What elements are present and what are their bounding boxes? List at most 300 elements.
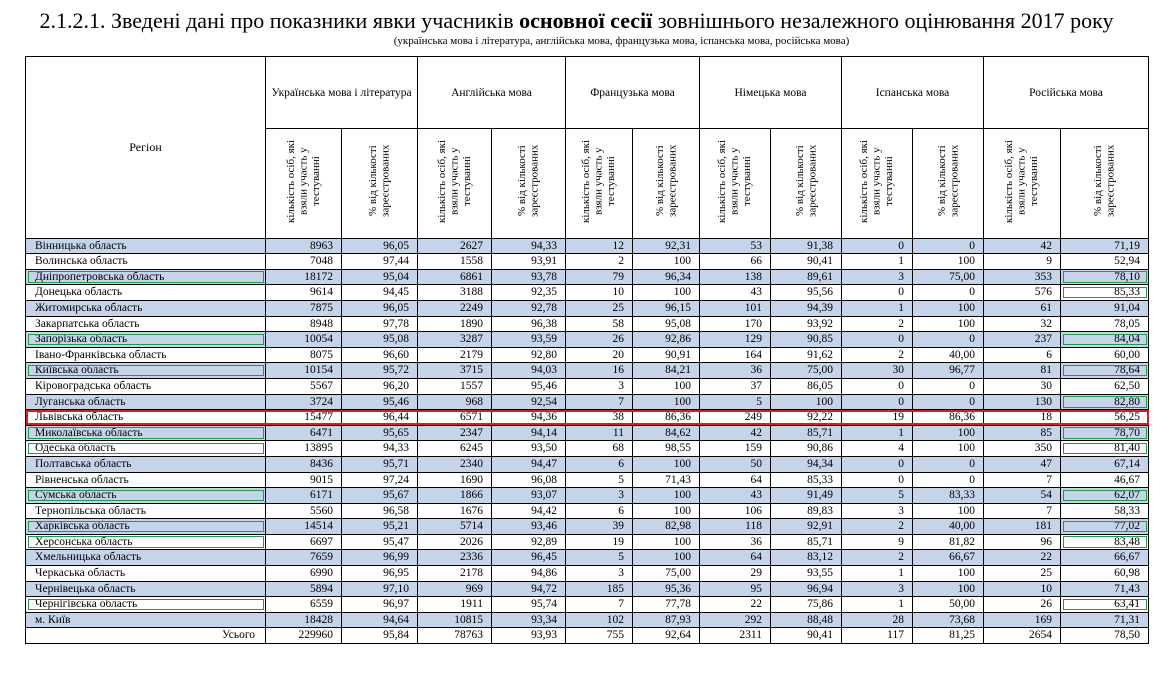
- percent-cell: 100: [633, 534, 700, 550]
- column-header-label: % від кількості зареєстрованих: [935, 144, 960, 218]
- participants-count-cell: 95: [700, 581, 771, 597]
- table-row: [26, 612, 1149, 628]
- region-name: Херсонська область: [26, 534, 266, 550]
- participants-count-cell: 169: [984, 612, 1061, 628]
- participants-count-cell: 36: [700, 363, 771, 379]
- percent-cell: 81,82: [913, 534, 984, 550]
- participants-count-cell: 6559: [266, 597, 342, 613]
- percent-cell: 96,05: [342, 300, 418, 316]
- participants-count-cell: 1676: [418, 503, 492, 519]
- percent-cell: 92,78: [492, 300, 566, 316]
- participants-count-cell: 13895: [266, 441, 342, 457]
- region-name: Луганська область: [26, 394, 266, 410]
- participants-count-cell: 8436: [266, 456, 342, 472]
- percent-cell: 95,56: [771, 285, 842, 301]
- percent-cell: 78,70: [1061, 425, 1149, 441]
- percent-cell: 89,61: [771, 269, 842, 285]
- participants-count-cell: 29: [700, 566, 771, 582]
- participants-count-cell: 2179: [418, 347, 492, 363]
- table-row: [26, 550, 1149, 566]
- participants-count-cell: 25: [984, 566, 1061, 582]
- percent-cell: 93,59: [492, 332, 566, 348]
- table-row: [26, 378, 1149, 394]
- participants-count-cell: 5560: [266, 503, 342, 519]
- participants-count-cell: 1557: [418, 378, 492, 394]
- percent-cell: 95,21: [342, 519, 418, 535]
- participants-count-cell: 7: [566, 597, 633, 613]
- percent-cell: 93,92: [771, 316, 842, 332]
- percent-cell: 97,24: [342, 472, 418, 488]
- percent-registered-header: [492, 129, 566, 239]
- participants-count-cell: 170: [700, 316, 771, 332]
- participants-count-cell: 7: [984, 472, 1061, 488]
- participants-count-cell: 3: [842, 503, 913, 519]
- participants-count-cell: 6: [566, 456, 633, 472]
- column-header-label: кількість осіб, які взяли участь у тестуванні: [435, 139, 473, 223]
- participants-count-cell: 7: [984, 503, 1061, 519]
- participants-count-cell: 50: [700, 456, 771, 472]
- participants-count-cell: 5894: [266, 581, 342, 597]
- table-row: [26, 254, 1149, 270]
- total-count-cell: 78763: [418, 628, 492, 644]
- percent-cell: 87,93: [633, 612, 700, 628]
- participants-count-cell: 2340: [418, 456, 492, 472]
- total-percent-cell: 78,50: [1061, 628, 1149, 644]
- percent-cell: 91,62: [771, 347, 842, 363]
- percent-registered-header: [633, 129, 700, 239]
- participants-count-header: [566, 129, 633, 239]
- percent-cell: 90,91: [633, 347, 700, 363]
- percent-cell: 0: [913, 285, 984, 301]
- participants-count-cell: 8963: [266, 238, 342, 254]
- region-name: Запорізька область: [26, 332, 266, 348]
- participants-count-cell: 2: [842, 519, 913, 535]
- participants-count-cell: 68: [566, 441, 633, 457]
- participants-count-cell: 5: [700, 394, 771, 410]
- participants-count-cell: 3: [566, 488, 633, 504]
- participants-count-cell: 79: [566, 269, 633, 285]
- total-percent-cell: 92,64: [633, 628, 700, 644]
- total-count-cell: 2654: [984, 628, 1061, 644]
- participants-count-cell: 64: [700, 472, 771, 488]
- percent-cell: 94,47: [492, 456, 566, 472]
- percent-cell: 75,86: [771, 597, 842, 613]
- participants-count-cell: 237: [984, 332, 1061, 348]
- participants-count-cell: 1: [842, 300, 913, 316]
- percent-cell: 95,71: [342, 456, 418, 472]
- participants-count-cell: 0: [842, 472, 913, 488]
- percent-cell: 40,00: [913, 347, 984, 363]
- percent-cell: 50,00: [913, 597, 984, 613]
- table-row: [26, 425, 1149, 441]
- participants-count-cell: 14514: [266, 519, 342, 535]
- participants-count-cell: 8075: [266, 347, 342, 363]
- title-bold: основної сесії: [519, 8, 653, 33]
- participants-count-cell: 3188: [418, 285, 492, 301]
- participants-count-header: [418, 129, 492, 239]
- page-title: [0, 9, 1153, 33]
- participants-count-cell: 37: [700, 378, 771, 394]
- percent-cell: 94,86: [492, 566, 566, 582]
- region-header: Регіон: [26, 57, 266, 239]
- percent-cell: 94,33: [342, 441, 418, 457]
- participants-count-cell: 3: [566, 378, 633, 394]
- participants-count-cell: 969: [418, 581, 492, 597]
- region-name: Дніпропетровська область: [26, 269, 266, 285]
- region-name: Хмельницька область: [26, 550, 266, 566]
- total-percent-cell: 95,84: [342, 628, 418, 644]
- participants-count-cell: 30: [984, 378, 1061, 394]
- percent-cell: 84,04: [1061, 332, 1149, 348]
- region-name: м. Київ: [26, 612, 266, 628]
- subject-header: Іспанська мова: [842, 57, 984, 129]
- percent-cell: 40,00: [913, 519, 984, 535]
- percent-cell: 100: [913, 503, 984, 519]
- percent-cell: 75,00: [913, 269, 984, 285]
- percent-cell: 94,39: [771, 300, 842, 316]
- participants-count-cell: 2026: [418, 534, 492, 550]
- table-row: [26, 269, 1149, 285]
- percent-cell: 71,31: [1061, 612, 1149, 628]
- title-prefix: 2.1.2.1. Зведені дані про показники явки учасників: [39, 8, 520, 33]
- percent-cell: 62,07: [1061, 488, 1149, 504]
- region-name: Чернігівська область: [26, 597, 266, 613]
- participants-count-cell: 5567: [266, 378, 342, 394]
- percent-cell: 86,05: [771, 378, 842, 394]
- participants-count-cell: 32: [984, 316, 1061, 332]
- participants-count-cell: 10: [566, 285, 633, 301]
- participants-count-header: [842, 129, 913, 239]
- participants-count-cell: 8948: [266, 316, 342, 332]
- participants-count-cell: 18172: [266, 269, 342, 285]
- participants-count-cell: 1890: [418, 316, 492, 332]
- participants-count-cell: 7: [566, 394, 633, 410]
- participants-count-cell: 1690: [418, 472, 492, 488]
- participants-count-cell: 0: [842, 332, 913, 348]
- column-header-label: кількість осіб, які взяли участь у тестуванні: [284, 139, 322, 223]
- participants-count-header: [984, 129, 1061, 239]
- participants-count-header: [700, 129, 771, 239]
- percent-cell: 92,91: [771, 519, 842, 535]
- region-name: Кіровоградська область: [26, 378, 266, 394]
- participants-count-cell: 36: [700, 534, 771, 550]
- participants-count-cell: 61: [984, 300, 1061, 316]
- subject-header: Російська мова: [984, 57, 1149, 129]
- table-row: [26, 456, 1149, 472]
- percent-cell: 97,10: [342, 581, 418, 597]
- participants-count-cell: 101: [700, 300, 771, 316]
- percent-cell: 96,34: [633, 269, 700, 285]
- participants-count-cell: 64: [700, 550, 771, 566]
- column-header-label: кількість осіб, які взяли участь у тестуванні: [1003, 139, 1041, 223]
- table-row: [26, 503, 1149, 519]
- participants-count-cell: 53: [700, 238, 771, 254]
- percent-cell: 93,07: [492, 488, 566, 504]
- table-row: [26, 347, 1149, 363]
- participants-count-cell: 38: [566, 410, 633, 426]
- participants-count-cell: 1: [842, 597, 913, 613]
- participants-count-cell: 2: [566, 254, 633, 270]
- participants-count-cell: 106: [700, 503, 771, 519]
- participants-count-cell: 20: [566, 347, 633, 363]
- page-subtitle: (українська мова і література, англійська мова, французька мова, іспанська мова, російська мова): [393, 35, 850, 47]
- participants-count-cell: 26: [984, 597, 1061, 613]
- percent-cell: 83,33: [913, 488, 984, 504]
- participants-count-cell: 11: [566, 425, 633, 441]
- participants-count-cell: 968: [418, 394, 492, 410]
- percent-registered-header: [342, 129, 418, 239]
- percent-cell: 92,35: [492, 285, 566, 301]
- percent-cell: 0: [913, 332, 984, 348]
- percent-cell: 96,05: [342, 238, 418, 254]
- participants-count-cell: 26: [566, 332, 633, 348]
- percent-cell: 71,19: [1061, 238, 1149, 254]
- participants-count-cell: 6: [566, 503, 633, 519]
- subject-header: Французька мова: [566, 57, 700, 129]
- percent-cell: 95,46: [492, 378, 566, 394]
- percent-cell: 0: [913, 238, 984, 254]
- percent-cell: 94,42: [492, 503, 566, 519]
- participants-count-cell: 3287: [418, 332, 492, 348]
- percent-registered-header: [913, 129, 984, 239]
- percent-cell: 90,86: [771, 441, 842, 457]
- total-label: Усього: [26, 628, 266, 644]
- participants-count-cell: 2: [842, 316, 913, 332]
- participants-count-cell: 5: [566, 550, 633, 566]
- region-name: Закарпатська область: [26, 316, 266, 332]
- participants-count-cell: 0: [842, 378, 913, 394]
- percent-cell: 92,89: [492, 534, 566, 550]
- percent-cell: 82,98: [633, 519, 700, 535]
- percent-cell: 83,48: [1061, 534, 1149, 550]
- percent-cell: 85,33: [771, 472, 842, 488]
- participants-count-cell: 0: [842, 394, 913, 410]
- percent-cell: 60,98: [1061, 566, 1149, 582]
- participants-count-cell: 58: [566, 316, 633, 332]
- total-percent-cell: 90,41: [771, 628, 842, 644]
- participants-count-cell: 6861: [418, 269, 492, 285]
- percent-cell: 96,95: [342, 566, 418, 582]
- percent-cell: 91,04: [1061, 300, 1149, 316]
- total-percent-cell: 93,93: [492, 628, 566, 644]
- participants-count-cell: 22: [700, 597, 771, 613]
- participants-count-cell: 10054: [266, 332, 342, 348]
- participants-count-cell: 30: [842, 363, 913, 379]
- percent-cell: 0: [913, 378, 984, 394]
- percent-cell: 100: [633, 456, 700, 472]
- participants-count-cell: 1558: [418, 254, 492, 270]
- participants-count-cell: 18: [984, 410, 1061, 426]
- percent-cell: 96,94: [771, 581, 842, 597]
- percent-cell: 92,54: [492, 394, 566, 410]
- percent-cell: 63,41: [1061, 597, 1149, 613]
- percent-cell: 93,78: [492, 269, 566, 285]
- percent-cell: 95,36: [633, 581, 700, 597]
- participants-count-cell: 10154: [266, 363, 342, 379]
- participants-count-cell: 2627: [418, 238, 492, 254]
- total-row: [26, 628, 1149, 644]
- table-row: [26, 488, 1149, 504]
- participants-count-cell: 292: [700, 612, 771, 628]
- percent-cell: 96,15: [633, 300, 700, 316]
- participants-count-cell: 9015: [266, 472, 342, 488]
- region-name: Івано-Франківська область: [26, 347, 266, 363]
- participants-count-cell: 185: [566, 581, 633, 597]
- participants-count-cell: 7048: [266, 254, 342, 270]
- table-row: [26, 441, 1149, 457]
- participants-count-cell: 42: [700, 425, 771, 441]
- percent-cell: 100: [771, 394, 842, 410]
- participants-count-cell: 9: [984, 254, 1061, 270]
- percent-cell: 95,47: [342, 534, 418, 550]
- participants-count-cell: 6: [984, 347, 1061, 363]
- participants-count-cell: 164: [700, 347, 771, 363]
- percent-cell: 0: [913, 472, 984, 488]
- participants-count-cell: 43: [700, 285, 771, 301]
- participants-count-cell: 5: [566, 472, 633, 488]
- table-row: [26, 472, 1149, 488]
- percent-cell: 93,91: [492, 254, 566, 270]
- participants-count-cell: 1: [842, 254, 913, 270]
- percent-cell: 100: [913, 425, 984, 441]
- percent-cell: 67,14: [1061, 456, 1149, 472]
- participants-count-cell: 2347: [418, 425, 492, 441]
- total-count-cell: 755: [566, 628, 633, 644]
- percent-cell: 100: [633, 378, 700, 394]
- percent-cell: 96,45: [492, 550, 566, 566]
- subject-header: Німецька мова: [700, 57, 842, 129]
- region-name: Київська область: [26, 363, 266, 379]
- percent-cell: 100: [913, 581, 984, 597]
- percent-cell: 85,71: [771, 534, 842, 550]
- participants-count-cell: 1866: [418, 488, 492, 504]
- region-name: Полтавська область: [26, 456, 266, 472]
- participants-count-cell: 0: [842, 456, 913, 472]
- participants-count-cell: 10815: [418, 612, 492, 628]
- table-row: [26, 534, 1149, 550]
- participants-count-cell: 6697: [266, 534, 342, 550]
- participants-count-cell: 159: [700, 441, 771, 457]
- participants-count-header: [266, 129, 342, 239]
- percent-cell: 95,46: [342, 394, 418, 410]
- percent-cell: 71,43: [633, 472, 700, 488]
- percent-cell: 100: [913, 300, 984, 316]
- participants-count-cell: 7875: [266, 300, 342, 316]
- total-percent-cell: 81,25: [913, 628, 984, 644]
- participants-count-cell: 9614: [266, 285, 342, 301]
- participants-count-cell: 2: [842, 550, 913, 566]
- region-name: Миколаївська область: [26, 425, 266, 441]
- percent-cell: 95,08: [342, 332, 418, 348]
- table-row: [26, 394, 1149, 410]
- percent-cell: 78,64: [1061, 363, 1149, 379]
- percent-cell: 66,67: [913, 550, 984, 566]
- participants-count-cell: 1: [842, 566, 913, 582]
- percent-cell: 95,67: [342, 488, 418, 504]
- participants-count-cell: 85: [984, 425, 1061, 441]
- participants-count-cell: 4: [842, 441, 913, 457]
- percent-cell: 93,55: [771, 566, 842, 582]
- participants-count-cell: 3715: [418, 363, 492, 379]
- percent-cell: 92,80: [492, 347, 566, 363]
- region-name: Сумська область: [26, 488, 266, 504]
- percent-cell: 92,22: [771, 410, 842, 426]
- percent-cell: 91,49: [771, 488, 842, 504]
- participants-count-cell: 2336: [418, 550, 492, 566]
- percent-cell: 100: [633, 394, 700, 410]
- percent-cell: 60,00: [1061, 347, 1149, 363]
- participants-count-cell: 81: [984, 363, 1061, 379]
- percent-cell: 100: [913, 316, 984, 332]
- percent-registered-header: [1061, 129, 1149, 239]
- participants-count-cell: 47: [984, 456, 1061, 472]
- participants-count-cell: 19: [566, 534, 633, 550]
- percent-cell: 86,36: [633, 410, 700, 426]
- participants-count-cell: 5: [842, 488, 913, 504]
- percent-cell: 56,25: [1061, 410, 1149, 426]
- percent-cell: 93,50: [492, 441, 566, 457]
- percent-cell: 92,86: [633, 332, 700, 348]
- percent-cell: 95,04: [342, 269, 418, 285]
- percent-cell: 94,34: [771, 456, 842, 472]
- percent-registered-header: [771, 129, 842, 239]
- participants-count-cell: 1911: [418, 597, 492, 613]
- participants-count-cell: 138: [700, 269, 771, 285]
- percent-cell: 94,45: [342, 285, 418, 301]
- percent-cell: 86,36: [913, 410, 984, 426]
- percent-cell: 94,64: [342, 612, 418, 628]
- participants-count-cell: 28: [842, 612, 913, 628]
- table-row: [26, 316, 1149, 332]
- participants-count-cell: 16: [566, 363, 633, 379]
- participants-count-cell: 1: [842, 425, 913, 441]
- percent-cell: 95,08: [633, 316, 700, 332]
- participants-count-cell: 102: [566, 612, 633, 628]
- participants-count-cell: 10: [984, 581, 1061, 597]
- percent-cell: 78,05: [1061, 316, 1149, 332]
- table-row: [26, 238, 1149, 254]
- participants-count-cell: 42: [984, 238, 1061, 254]
- percent-cell: 92,31: [633, 238, 700, 254]
- participants-count-cell: 2249: [418, 300, 492, 316]
- percent-cell: 0: [913, 394, 984, 410]
- title-suffix: зовнішнього незалежного оцінювання 2017 року: [652, 8, 1114, 33]
- total-count-cell: 117: [842, 628, 913, 644]
- participants-count-cell: 18428: [266, 612, 342, 628]
- participants-count-cell: 118: [700, 519, 771, 535]
- percent-cell: 94,03: [492, 363, 566, 379]
- percent-cell: 96,44: [342, 410, 418, 426]
- percent-cell: 100: [913, 566, 984, 582]
- region-name: Львівська область: [26, 410, 266, 426]
- percent-cell: 94,14: [492, 425, 566, 441]
- percent-cell: 96,97: [342, 597, 418, 613]
- percent-cell: 96,58: [342, 503, 418, 519]
- subject-header: Українська мова і література: [266, 57, 418, 129]
- participants-count-cell: 66: [700, 254, 771, 270]
- table-row: [26, 300, 1149, 316]
- participants-count-cell: 3: [842, 269, 913, 285]
- percent-cell: 95,65: [342, 425, 418, 441]
- participants-count-cell: 7659: [266, 550, 342, 566]
- percent-cell: 46,67: [1061, 472, 1149, 488]
- percent-cell: 75,00: [633, 566, 700, 582]
- participants-count-cell: 54: [984, 488, 1061, 504]
- participants-count-cell: 12: [566, 238, 633, 254]
- column-header-label: % від кількості зареєстрованих: [516, 144, 541, 218]
- participants-count-cell: 19: [842, 410, 913, 426]
- participants-count-cell: 96: [984, 534, 1061, 550]
